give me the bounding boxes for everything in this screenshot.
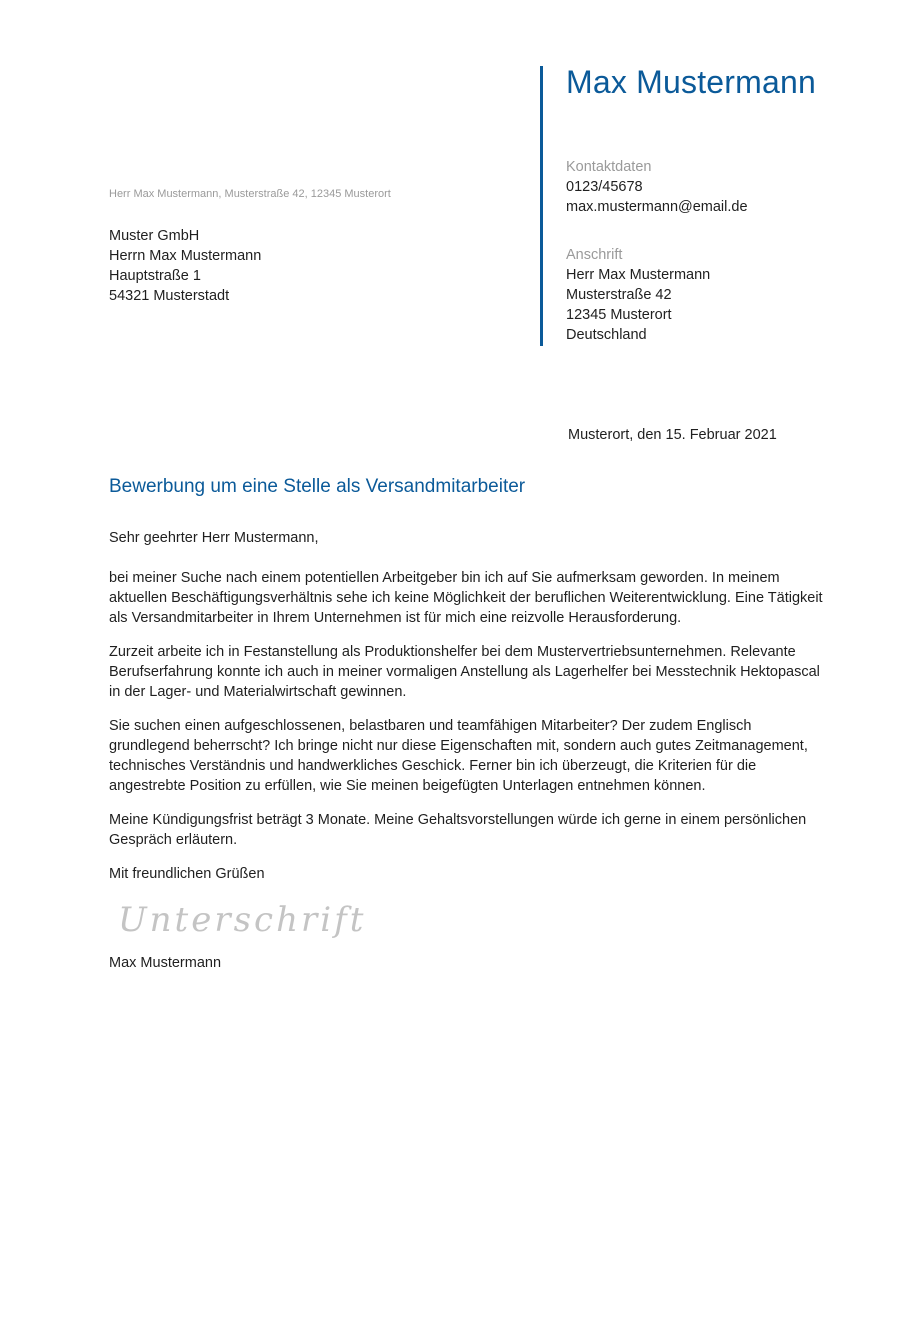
signature-image: Unterschrift [118,900,367,940]
contact-block [566,157,748,217]
sender-address-line: 12345 Musterort [566,307,672,323]
body-paragraph: Sie suchen einen aufgeschlossenen, belastbaren und teamfähigen Mitarbeiter? Der zudem Englisch grundlegend beherrscht? Ich bringe nicht nur diese Eigenschaften mit, sondern auch gutes Zeitmanagement, technisches Verständnis und handwerkliches Geschick. Ferner bin ich überzeugt, die Kriterien für die angestrebte Position zu erfüllen, wie Sie meinen beigefügten Unterlagen entnehmen können. [109,718,808,794]
sender-address-line: Deutschland [566,327,647,343]
sender-address-block [566,245,710,345]
address-label: Anschrift [566,247,623,263]
header-accent-bar [540,66,543,346]
sender-address-line: Herr Max Mustermann [566,267,711,283]
closing: Mit freundlichen Grüßen [109,866,265,882]
recipient-line: Hauptstraße 1 [109,268,201,284]
recipient-line: 54321 Musterstadt [109,288,230,304]
signer-name: Max Mustermann [109,955,222,971]
sender-address-line: Musterstraße 42 [566,287,672,303]
sender-name: Max Mustermann [566,64,816,100]
letter-date: Musterort, den 15. Februar 2021 [568,427,777,443]
sender-email: max.mustermann@email.de [566,199,748,215]
sender-return-line: Herr Max Mustermann, Musterstraße 42, 12345 Musterort [109,188,391,200]
body-paragraph: bei meiner Suche nach einem potentiellen Arbeitgeber bin ich auf Sie aufmerksam geworden. In meinem aktuellen Beschäftigungsverhältnis sehe ich keine Möglichkeit der beruflichen Weiterentwicklung. Eine Tätigkeit als Versandmitarbeiter in Ihrem Unternehmen ist für mich eine reizvolle Herausforderung. [109,570,823,626]
letter-body [109,528,825,898]
letter-subject: Bewerbung um eine Stelle als Versandmitarbeiter [109,476,526,497]
salutation: Sehr geehrter Herr Mustermann, [109,530,319,546]
recipient-line: Herrn Max Mustermann [109,248,262,264]
recipient-line: Muster GmbH [109,228,200,244]
recipient-address [109,226,261,306]
body-paragraph: Zurzeit arbeite ich in Festanstellung als Produktionshelfer bei dem Mustervertriebsunternehmen. Relevante Berufserfahrung konnte ich auch in meiner vormaligen Anstellung als Lagerhelfer bei Messtechnik Hektopascal in der Lager- und Materialwirtschaft gewinnen. [109,644,820,700]
contact-label: Kontaktdaten [566,159,652,175]
sender-phone: 0123/45678 [566,179,643,195]
body-paragraph: Meine Kündigungsfrist beträgt 3 Monate. Meine Gehaltsvorstellungen würde ich gerne in einem persönlichen Gespräch erläutern. [109,812,807,848]
